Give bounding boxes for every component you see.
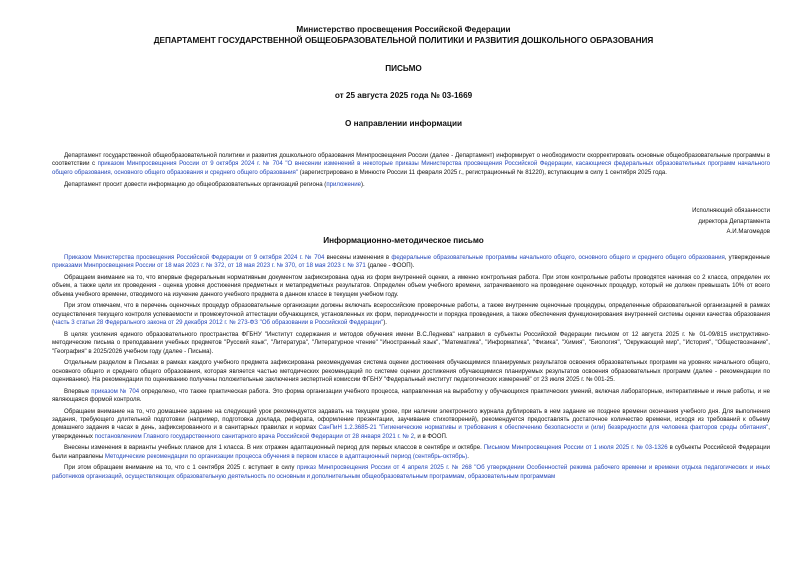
federal-programs-link[interactable]: федеральные образовательные программы начального общего, основного общего и среднего общего образования: [391, 254, 725, 261]
body-paragraph-4: В целях усиления единого образовательного пространства ФГБНУ "Институт содержания и методов обучения имени В.С.Леднева" направил в субъекты Российской Федерации письмом от 12 августа 2025 г. № 01-09/815 инструктивно-методические письма о преподавании учебных предметов "Русский язык", "Литература", "Литературное чтение" "Иностранный язык", "Математика", "Информатика", "Физика", "Химия", "Биология", "Окружающий мир", "История", "Обществознание", "География" в 2025/2026 учебном году (далее - Письма).: [52, 330, 770, 355]
body-paragraph-3: [52, 302, 770, 327]
orders-2023-link[interactable]: приказами Минпросвещения России от 18 мая 2023 г. № 372, от 18 мая 2023 г. № 370, от 18 мая 2023 г. № 371: [52, 262, 366, 270]
document-type: ПИСЬМО: [385, 64, 422, 73]
text: При этом отмечаем, что в перечень оценочных процедур образовательные организации должны включать всероссийские проверочные работы, а также внутренние оценочные процедуры, определенные образовательной организацией в рамках осуществления текущего контроля успеваемости и промежуточной аттестации обучающихся, установленных их форм, периодичности и порядка проведения, а также обеспечения функционирования внутренней системы оценки качества образования (: [52, 302, 770, 327]
text: ).: [361, 181, 365, 189]
body-paragraph-8: [52, 444, 770, 461]
text: Впервые: [64, 387, 92, 395]
text: Обращаем внимание на то, что домашнее задание на следующий урок рекомендуется задавать на текущем уроке, при наличии электронного журнала дублировать в нем задание не позднее времени окончания учебного дня. Для выполнения задания, требующего длительной подготовки (например, подготовка доклада, реферата, оформление презентации, заучивание стихотворений), рекомендуется предоставлять достаточное количество времени, исходя из требований к объему домашнего задания в часах в день, зафиксированного и в санитарных правилах и нормах: [52, 407, 770, 432]
text: , и в ФООП.: [414, 432, 448, 440]
text: Внесены изменения в варианты учебных планов для 1 класса. В них отражен адаптационный период для первых классов в сентябре и октябре.: [64, 444, 484, 452]
text: Департамент государственной общеобразовательной политики и развития дошкольного образования Минпросвещения России (далее - Департамент) информирует о необходимости скорректировать основные общеобразовательные программы в соответствии с: [52, 152, 770, 168]
body-paragraph-7: [52, 408, 770, 442]
letter-03-1326-link[interactable]: Письмом Минпросвещения России от 1 июля 2025 г. № 03-1326: [483, 444, 668, 452]
body-paragraph-1: [52, 254, 770, 271]
text: , утвержденные: [724, 254, 770, 261]
order-268-link[interactable]: приказ Минпросвещения России от 4 апреля 2025 г. № 268 "Об утверждении Особенностей режима рабочего времени и времени отдыха педагогических и иных работников организаций, осуществляющих образовательную деятельность по основным и дополнительным общеобразовательным программам, образовательным программам: [52, 464, 770, 480]
order-704-link[interactable]: приказом Минпросвещения России от 9 октября 2024 г. № 704 "О внесении изменений в некоторые приказы Министерства просвещения Российской Федерации, касающиеся федеральных образовательных программ начального общего образования, основного общего образования и среднего общего образования": [52, 160, 770, 176]
ministry-name: Министерство просвещения Российской Федерации: [296, 25, 511, 34]
signature-line-1: Исполняющий обязанности: [692, 207, 770, 214]
department-name: ДЕПАРТАМЕНТ ГОСУДАРСТВЕННОЙ ОБЩЕОБРАЗОВАТЕЛЬНОЙ ПОЛИТИКИ И РАЗВИТИЯ ДОШКОЛЬНОГО ОБРАЗОВАНИЯ: [153, 35, 654, 45]
letter-body: [52, 254, 770, 484]
sanpin-link[interactable]: СанПиН 1.2.3685-21 "Гигиенические нормативы и требования к обеспечению безопасности и (или) безвредности для человека факторов среды обитания": [318, 424, 769, 432]
resolution-link[interactable]: постановлением Главного государственного санитарного врача Российской Федерации от 28 января 2021 г. № 2: [94, 432, 414, 440]
cover-letter: [52, 152, 770, 194]
text: внесены изменения в: [324, 254, 392, 261]
body-paragraph-5: Отдельным разделом в Письмах в рамках каждого учебного предмета зафиксирована рекомендуемая система оценки достижения обучающимися планируемых результатов освоения образовательных программ на уровнях начального общего, основного общего и среднего общего образования, которая является частью методических рекомендаций по системе оценки достижения обучающимися планируемых результатов освоения образовательных программ (далее - рекомендации по оцениванию). На рекомендации по оцениванию получены положительные заключения экспертной комиссии ФГБНУ "Федеральный институт педагогических измерений" от 23 июля 2025 г. № 001-25.: [52, 359, 770, 384]
appendix-link[interactable]: приложение: [326, 181, 361, 189]
cover-paragraph-1: [52, 152, 770, 177]
cover-paragraph-2: [52, 181, 770, 189]
document-subject: О направлении информации: [344, 119, 463, 128]
methodical-recommendations-link[interactable]: Методические рекомендации по организации процесса обучения в первом классе в адаптационный период (сентябрь-октябрь): [104, 452, 468, 460]
text: в субъекты Российской Федерации были направлены: [52, 444, 770, 460]
law-273-link[interactable]: часть 3 статьи 28 Федерального закона от 29 декабря 2012 г. № 273-ФЗ "Об образовании в Российской Федерации": [54, 319, 384, 327]
text: (далее - ФООП).: [365, 262, 415, 270]
body-paragraph-6: [52, 388, 770, 405]
text: определено, что также практическая работа. Это форма организации учебного процесса, направленная на выработку у обучающихся практических умений, включая лабораторные, интерактивные и иные работы, и не являющаяся формой контроля.: [52, 387, 770, 404]
signature-line-2: директора Департамента: [698, 217, 770, 225]
document-date-number: от 25 августа 2025 года № 03-1669: [334, 90, 473, 100]
text: , утвержденных: [52, 424, 770, 440]
text: ).: [383, 319, 387, 327]
body-paragraph-9: [52, 464, 770, 481]
letter-title: Информационно-методическое письмо: [323, 236, 484, 245]
order-704-short-link[interactable]: приказом № 704: [91, 387, 140, 395]
text: .: [467, 452, 469, 460]
body-paragraph-2: Обращаем внимание на то, что впервые федеральным нормативным документом зафиксирована одна из форм внутренней оценки, а именно контрольная работа. При этом контрольные работы проводятся начиная со 2 класса, определен их объем, а также цели их проведения - оценка уровня достижения предметных и метапредметных результатов. Определен объем учебного времени, затрачиваемого на проведение оценочных процедур, который не должен превышать 10% от всего объема учебного времени, отводимого на изучение данного учебного предмета в данном классе в текущем учебном году.: [52, 274, 770, 298]
text: Департамент просит довести информацию до общеобразовательных организаций региона (: [64, 181, 327, 189]
signatory-name: А.И.Магомедов: [726, 228, 770, 236]
text: (зарегистрировано в Минюсте России 11 февраля 2025 г., регистрационный № 81220), вступающим в силу 1 сентября 2025 года.: [298, 168, 667, 176]
text: При этом обращаем внимание на то, что с 1 сентября 2025 г. вступает в силу: [64, 464, 297, 472]
signature-block: [692, 206, 770, 238]
order-704-link[interactable]: Приказом Министерства просвещения Российской Федерации от 9 октября 2024 г. № 704: [64, 254, 325, 261]
